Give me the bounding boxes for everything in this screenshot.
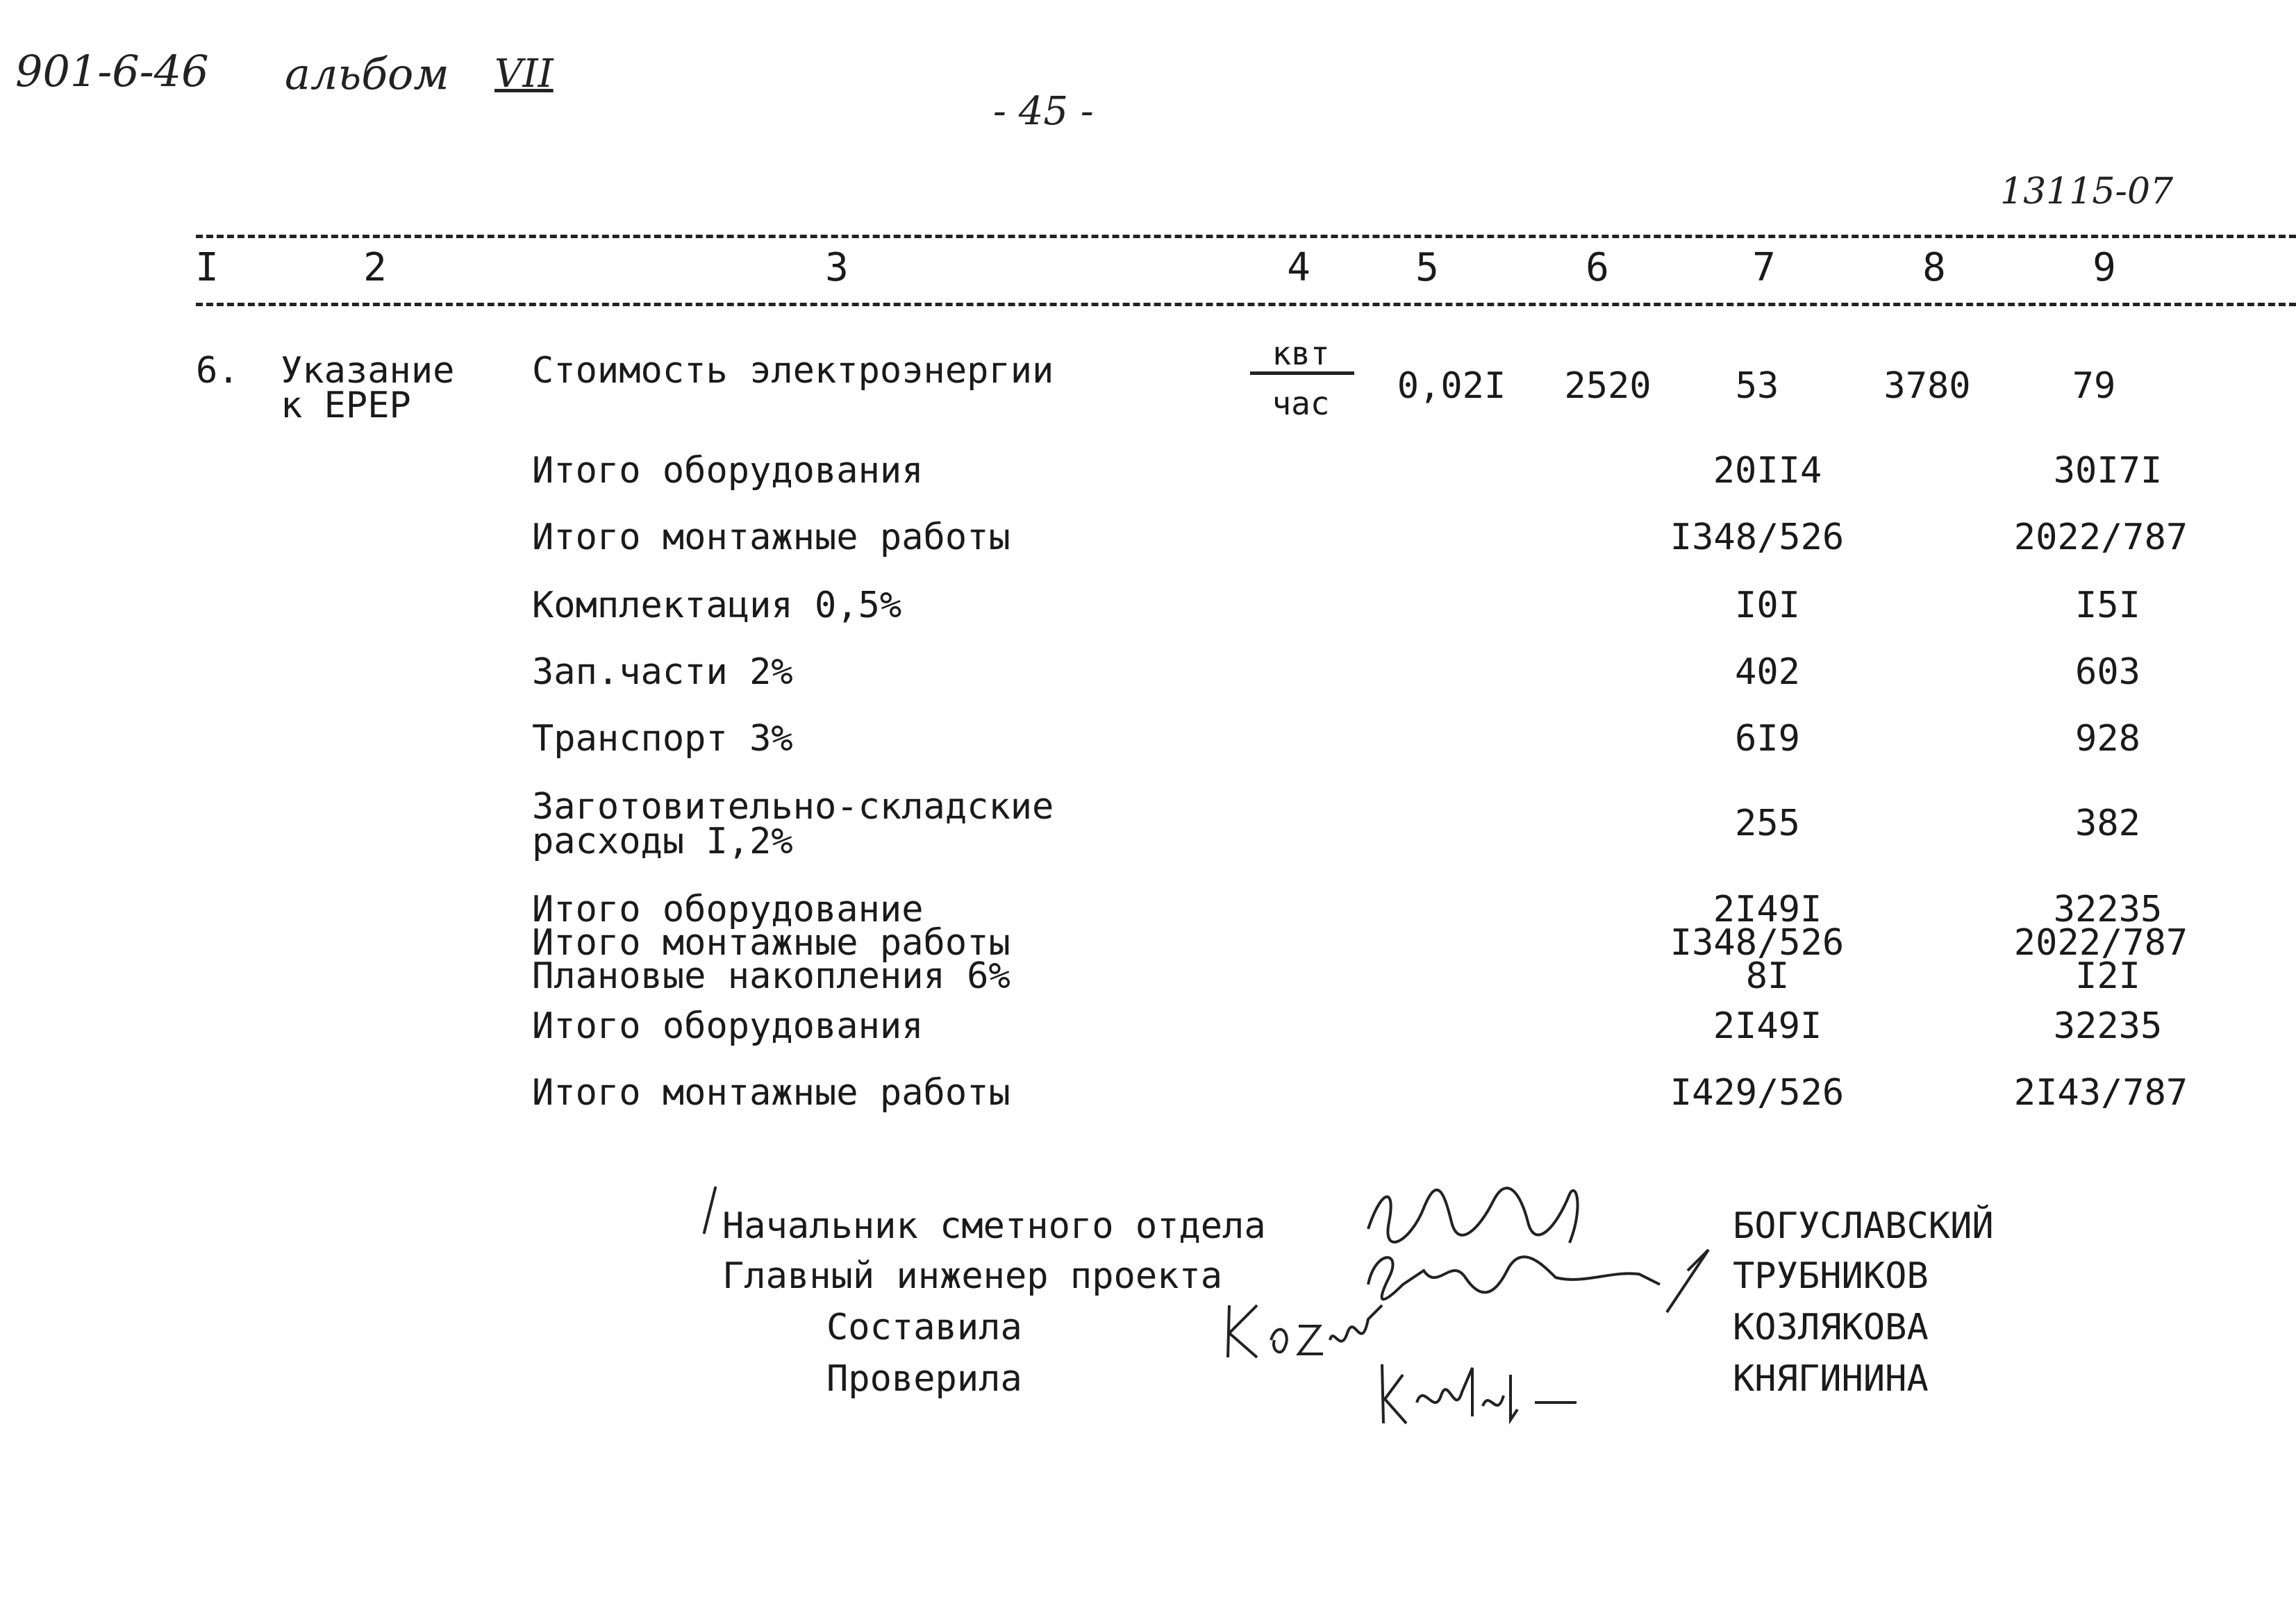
- album-label: альбом: [285, 49, 449, 99]
- group-row-col7: 8I: [1745, 955, 1790, 997]
- summary-row-col7: 255: [1735, 803, 1800, 844]
- group-row-label: Итого монтажные работы: [532, 922, 1010, 964]
- unit-fraction-bar: [1250, 371, 1354, 375]
- group-row-col7: 2I49I: [1713, 889, 1822, 930]
- column-header-4: 4: [1287, 245, 1311, 290]
- signature-role: Главный инженер проекта: [722, 1255, 1223, 1297]
- header-rule-bottom: [196, 303, 2296, 306]
- summary-row-col7: 6I9: [1735, 718, 1800, 760]
- summary-row-label: Заготовительно-складские: [532, 786, 1054, 828]
- summary-row-col9: 2I43/787: [2013, 1072, 2188, 1114]
- summary-row-col7: 20II4: [1713, 450, 1822, 492]
- unit-top: квт: [1272, 335, 1330, 372]
- header-rule-top: [196, 235, 2296, 238]
- price: 0,02I: [1397, 365, 1506, 407]
- signature-bracket: [703, 1187, 717, 1234]
- sum-col7: 53: [1735, 365, 1779, 407]
- unit-bottom: час: [1272, 385, 1330, 422]
- signature-role: Составила: [826, 1307, 1022, 1348]
- summary-row-col9: 603: [2075, 651, 2140, 693]
- summary-row-label: Итого оборудования: [532, 450, 924, 492]
- column-header-1: I: [195, 245, 219, 290]
- summary-row-label: Зап.части 2%: [532, 651, 793, 693]
- summary-row-col7: I0I: [1735, 585, 1800, 626]
- summary-row-label: Итого оборудования: [532, 1005, 924, 1047]
- summary-row-col9: 32235: [2053, 1005, 2163, 1047]
- column-header-3: 3: [825, 245, 849, 290]
- group-row-label: Итого оборудование: [532, 889, 924, 930]
- sum-col9: 79: [2072, 365, 2116, 407]
- column-header-8: 8: [1922, 245, 1946, 290]
- series-code: 901-6-46: [15, 46, 209, 97]
- summary-row-col7: I429/526: [1670, 1072, 1845, 1114]
- signature-name: КНЯГИНИНА: [1733, 1358, 1929, 1400]
- column-header-5: 5: [1415, 245, 1439, 290]
- summary-row-col9: I5I: [2075, 585, 2140, 626]
- group-row-col7: I348/526: [1670, 922, 1845, 964]
- summary-row-col7: 2I49I: [1713, 1005, 1822, 1047]
- source-line-1: Указание: [281, 350, 455, 392]
- signature-role: Проверила: [826, 1358, 1022, 1400]
- quantity-col8: 3780: [1883, 365, 1971, 407]
- group-row-col9: I2I: [2075, 955, 2140, 997]
- source-line-2: к ЕРЕР: [281, 385, 411, 426]
- signature-name: КОЗЛЯКОВА: [1733, 1307, 1929, 1348]
- sheet-code: 13115-07: [2000, 171, 2174, 212]
- summary-row-label-line2: расходы I,2%: [532, 821, 793, 862]
- summary-row-col9: 928: [2075, 718, 2140, 760]
- page-number: - 45 -: [993, 89, 1094, 134]
- summary-row-label: Итого монтажные работы: [532, 517, 1010, 558]
- column-header-9: 9: [2093, 245, 2116, 290]
- quantity: 2520: [1564, 365, 1652, 407]
- group-row-col9: 32235: [2053, 889, 2163, 930]
- summary-row-col9: 2022/787: [2013, 517, 2188, 558]
- row-number: 6.: [196, 350, 240, 392]
- column-header-6: 6: [1586, 245, 1609, 290]
- summary-row-label: Комплектация 0,5%: [532, 585, 902, 626]
- summary-row-label: Итого монтажные работы: [532, 1072, 1010, 1114]
- summary-row-col7: I348/526: [1670, 517, 1845, 558]
- group-row-col9: 2022/787: [2013, 922, 2188, 964]
- summary-row-label: Транспорт 3%: [532, 718, 793, 760]
- column-header-7: 7: [1752, 245, 1776, 290]
- summary-row-col9: 30I7I: [2053, 450, 2163, 492]
- album-number: VII: [494, 51, 554, 97]
- signature-name: БОГУСЛАВСКИЙ: [1733, 1205, 1994, 1247]
- summary-row-col9: 382: [2075, 803, 2140, 844]
- item-name: Стоимость электроэнергии: [532, 350, 1054, 392]
- group-row-label: Плановые накопления 6%: [532, 955, 1010, 997]
- signature-name: ТРУБНИКОВ: [1733, 1255, 1929, 1297]
- column-header-2: 2: [363, 245, 387, 290]
- signature-role: Начальник сметного отдела: [722, 1205, 1266, 1247]
- summary-row-col7: 402: [1735, 651, 1800, 693]
